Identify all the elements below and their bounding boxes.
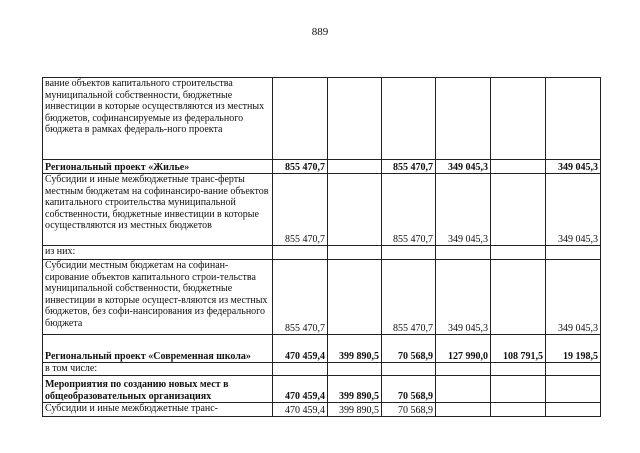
value-cell (436, 78, 491, 160)
value-cell (436, 363, 491, 376)
value-cell: 470 459,4 (273, 403, 328, 417)
value-cell (328, 260, 382, 335)
value-cell (491, 160, 546, 174)
value-cell: 855 470,7 (273, 160, 328, 174)
value-cell (491, 260, 546, 335)
value-cell: 399 890,5 (328, 335, 382, 363)
value-cell: 470 459,4 (273, 376, 328, 403)
value-cell: 855 470,7 (273, 174, 328, 246)
table-row (43, 260, 601, 335)
value-cell: 19 198,5 (546, 335, 601, 363)
value-cell (436, 376, 491, 403)
value-cell: 70 568,9 (382, 376, 436, 403)
row-description: Региональный проект «Жилье» (43, 160, 273, 174)
table-row (43, 78, 601, 160)
value-cell (546, 363, 601, 376)
value-cell (273, 246, 328, 260)
value-cell (382, 363, 436, 376)
row-description: в том числе: (43, 363, 273, 376)
value-cell: 855 470,7 (382, 260, 436, 335)
value-cell: 399 890,5 (328, 403, 382, 417)
table-row (43, 160, 601, 174)
table-row (43, 363, 601, 376)
value-cell (328, 246, 382, 260)
value-cell (491, 376, 546, 403)
value-cell (328, 160, 382, 174)
row-description: Мероприятия по созданию новых мест в общеобразовательных организациях (43, 376, 273, 403)
value-cell (491, 78, 546, 160)
row-description: Субсидии и иные межбюджетные транс- (43, 403, 273, 417)
value-cell (328, 78, 382, 160)
value-cell (382, 246, 436, 260)
value-cell (436, 403, 491, 417)
row-description: вание объектов капитального строительства муниципальной собственности, бюджетные инвестиции в которые осуществляются из местных бюджетов, софинансируемые из федерального бюджета в рамках федераль-ного проекта (43, 78, 273, 160)
value-cell: 349 045,3 (546, 174, 601, 246)
table-row (43, 376, 601, 403)
value-cell (546, 246, 601, 260)
value-cell (491, 174, 546, 246)
budget-table (42, 77, 601, 417)
row-description: Региональный проект «Современная школа» (43, 335, 273, 363)
table-row (43, 335, 601, 363)
value-cell: 127 990,0 (436, 335, 491, 363)
value-cell (273, 78, 328, 160)
value-cell (382, 78, 436, 160)
value-cell: 349 045,3 (436, 174, 491, 246)
table-row (43, 403, 601, 417)
value-cell (328, 174, 382, 246)
value-cell: 349 045,3 (546, 260, 601, 335)
value-cell (328, 363, 382, 376)
value-cell: 349 045,3 (546, 160, 601, 174)
row-description: Субсидии и иные межбюджетные транс-ферты местным бюджетам на софинансиро-вание объектов капитального строительства муниципальной собственности, бюджетные инвестиции в которые осуществляются из местных бюджетов (43, 174, 273, 246)
row-description: Субсидии местным бюджетам на софинан-сирование объектов капитального строи-тельства муниципальной собственности, бюджетные инвестиции в которые осущест-вляются из местных бюджетов, без софи-нансирования из федерального бюджета (43, 260, 273, 335)
table-row (43, 174, 601, 246)
value-cell: 855 470,7 (382, 174, 436, 246)
value-cell (436, 246, 491, 260)
value-cell: 855 470,7 (382, 160, 436, 174)
value-cell: 70 568,9 (382, 335, 436, 363)
value-cell (491, 403, 546, 417)
value-cell (273, 363, 328, 376)
value-cell (491, 246, 546, 260)
value-cell: 349 045,3 (436, 160, 491, 174)
value-cell: 70 568,9 (382, 403, 436, 417)
value-cell: 349 045,3 (436, 260, 491, 335)
row-description: из них: (43, 246, 273, 260)
value-cell: 399 890,5 (328, 376, 382, 403)
value-cell: 108 791,5 (491, 335, 546, 363)
value-cell (491, 363, 546, 376)
value-cell (546, 78, 601, 160)
value-cell (546, 376, 601, 403)
page-number: 889 (311, 26, 329, 38)
value-cell (546, 403, 601, 417)
value-cell: 855 470,7 (273, 260, 328, 335)
value-cell: 470 459,4 (273, 335, 328, 363)
table-row (43, 246, 601, 260)
